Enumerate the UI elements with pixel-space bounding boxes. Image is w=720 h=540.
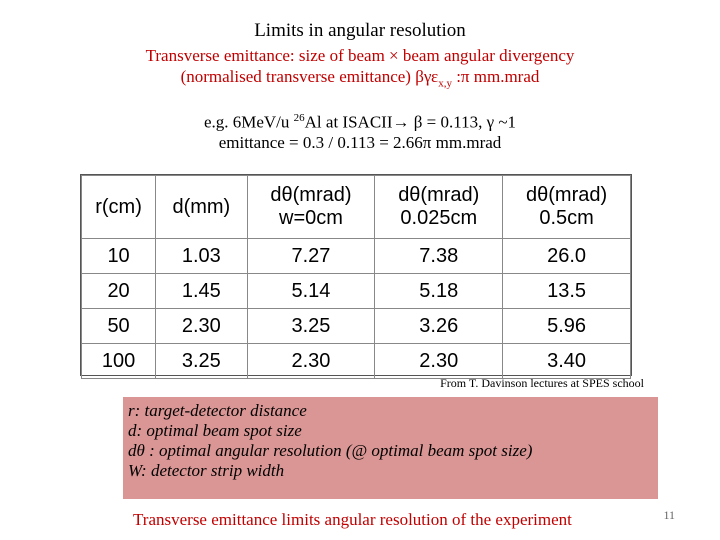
example-suffix: Al at ISACII→ β = 0.113, γ ~1: [304, 112, 517, 132]
table-cell: 100: [82, 344, 156, 379]
table-cell: 3.25: [247, 309, 375, 344]
table-cell: 3.26: [375, 309, 503, 344]
table-cell: 3.25: [156, 344, 247, 379]
subtitle-line-1: Transverse emittance: size of beam × beam angular divergency: [145, 46, 575, 65]
source-citation: From T. Davinson lectures at SPES school: [440, 376, 644, 390]
table-cell: 20: [82, 274, 156, 309]
legend-item: d: optimal beam spot size: [128, 421, 302, 440]
table-cell: 13.5: [503, 274, 631, 309]
subtitle-line-2-suffix: :π mm.mrad: [451, 67, 540, 86]
table-cell: 2.30: [375, 344, 503, 379]
header-line-2: w=0cm: [279, 207, 343, 229]
table-cell: 7.38: [375, 239, 503, 274]
table-row: [82, 309, 631, 344]
example-line-2: emittance = 0.3 / 0.113 = 2.66π mm.mrad: [218, 133, 502, 152]
header-line-1: dθ(mrad): [526, 184, 608, 206]
subtitle-line-2-sub: x,y: [438, 77, 452, 90]
example-prefix: e.g. 6MeV/u: [203, 112, 294, 132]
table-row: [82, 344, 631, 379]
table-header-cell: [247, 176, 375, 239]
table-header-cell: [156, 176, 247, 239]
header-line-1: dθ(mrad): [398, 184, 480, 206]
table-cell: 5.96: [503, 309, 631, 344]
table-cell: 50: [82, 309, 156, 344]
table-row: [82, 274, 631, 309]
example-line-1: [0, 112, 720, 133]
legend-box: [123, 397, 658, 499]
table-cell: 1.03: [156, 239, 247, 274]
table-header-row: [82, 176, 631, 239]
legend-item: r: target-detector distance: [128, 401, 307, 420]
table-cell: 2.30: [247, 344, 375, 379]
table-cell: 3.40: [503, 344, 631, 379]
table-cell: 5.18: [375, 274, 503, 309]
header-line-1: d(mm): [172, 195, 231, 218]
table-cell: 1.45: [156, 274, 247, 309]
conclusion-text: Transverse emittance limits angular resolution of the experiment: [133, 510, 572, 529]
table-cell: 26.0: [503, 239, 631, 274]
table-cell: 10: [82, 239, 156, 274]
table-cell: 2.30: [156, 309, 247, 344]
header-line-2: 0.025cm: [400, 207, 478, 229]
resolution-table: [80, 174, 632, 376]
slide-title: Limits in angular resolution: [254, 20, 466, 41]
page-number: 11: [663, 508, 675, 522]
example-superscript: 26: [293, 112, 305, 124]
table-cell: 7.27: [247, 239, 375, 274]
table-row: [82, 239, 631, 274]
table-header-cell: [503, 176, 631, 239]
table-header-cell: [82, 176, 156, 239]
legend-item: W: detector strip width: [128, 461, 285, 480]
table-header-cell: [375, 176, 503, 239]
header-line-1: r(cm): [95, 195, 142, 218]
header-line-1: dθ(mrad): [270, 184, 352, 206]
table-cell: 5.14: [247, 274, 375, 309]
legend-item: dθ : optimal angular resolution (@ optimal beam spot size): [128, 441, 533, 460]
subtitle-line-2: [0, 67, 720, 89]
header-line-2: 0.5cm: [539, 207, 594, 229]
subtitle-line-2-prefix: (normalised transverse emittance) βγε: [180, 67, 439, 86]
